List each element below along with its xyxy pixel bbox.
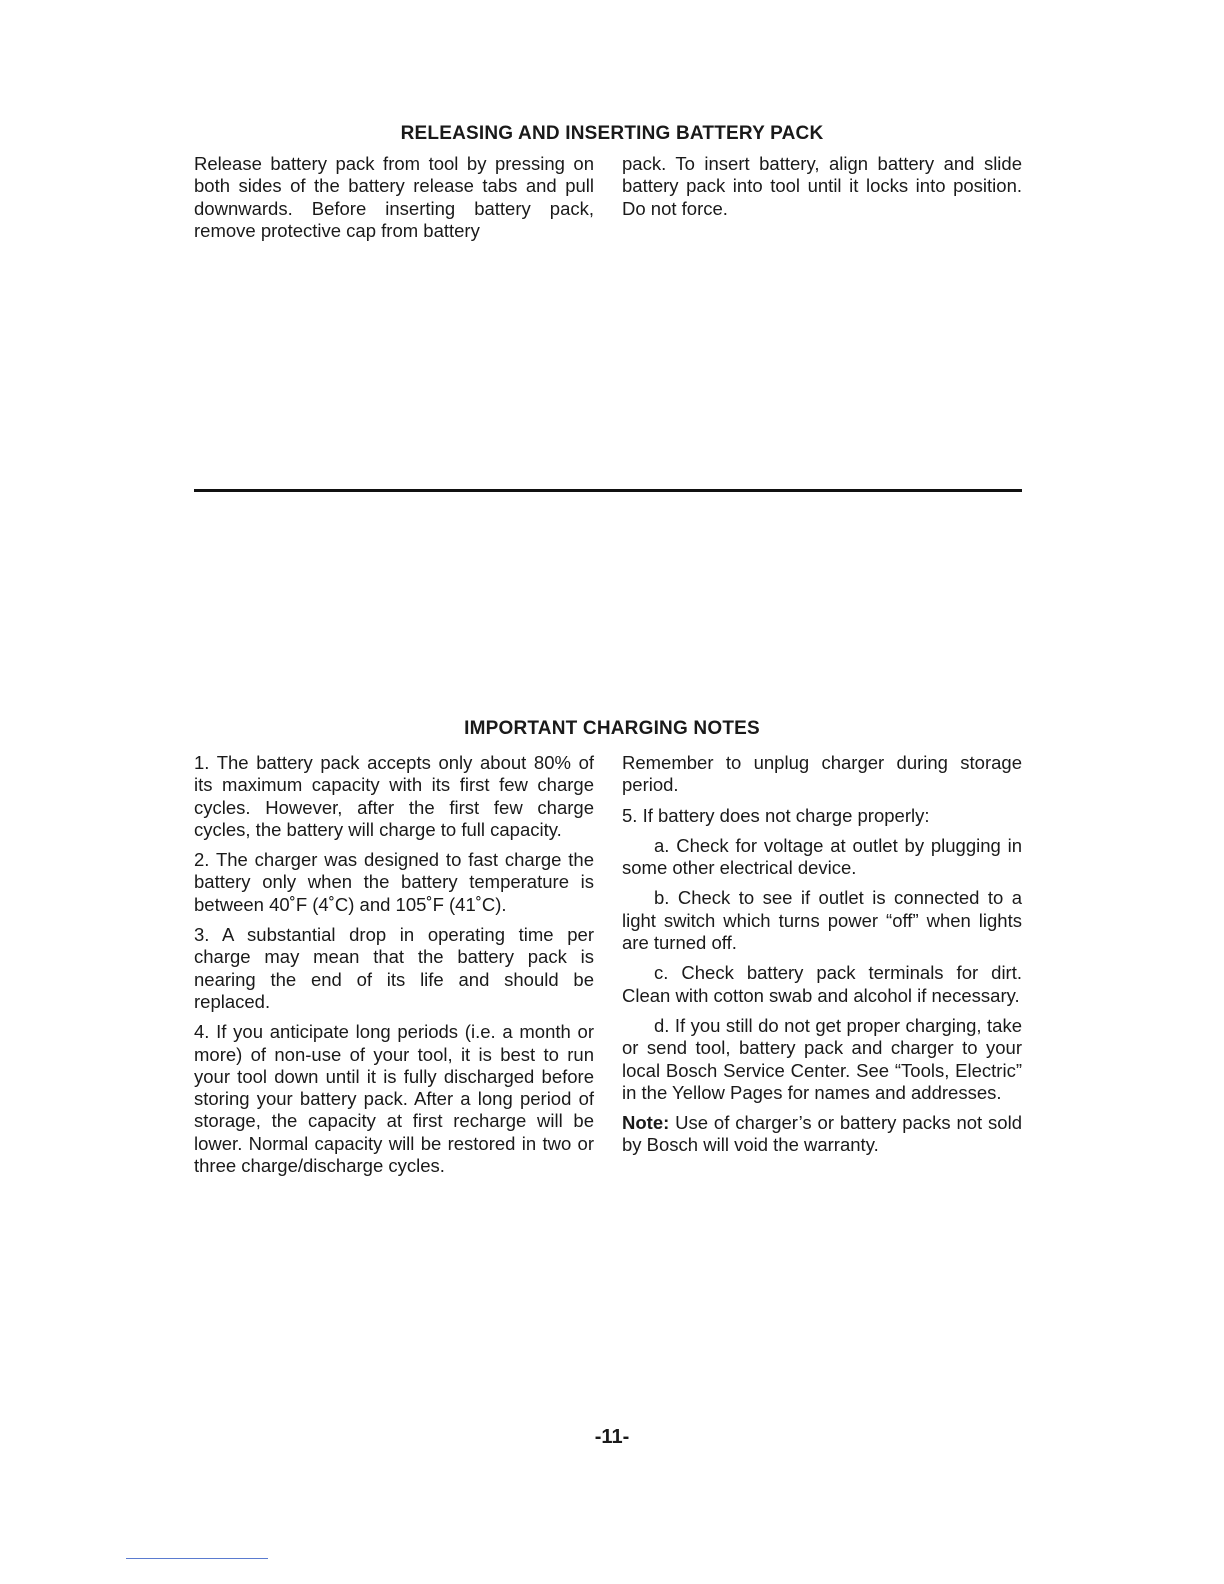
note-item-5b: b. Check to see if outlet is connected to a light switch which turns power “off” when lights are turned off.: [622, 887, 1022, 954]
note-item-3: 3. A substantial drop in operating time per charge may mean that the battery pack is nearing the end of its life and should be replaced.: [194, 924, 594, 1012]
charging-notes-right-column: [622, 752, 1022, 1165]
note-label: Note:: [622, 1112, 670, 1134]
section-title-releasing: RELEASING AND INSERTING BATTERY PACK: [400, 123, 824, 144]
note-item-5c: c. Check battery pack terminals for dirt. Clean with cotton swab and alcohol if necessary.: [622, 962, 1022, 1006]
releasing-text-right: pack. To insert battery, align battery and slide battery pack into tool until it locks into position. Do not force.: [622, 153, 1022, 219]
footer-link-underline: [126, 1558, 268, 1559]
releasing-right-column: [622, 153, 1022, 228]
note-item-1: 1. The battery pack accepts only about 80% of its maximum capacity with its first few charge cycles. However, after the first few charge cycles, the battery will charge to full capacity.: [194, 752, 594, 840]
note-item-5a: a. Check for voltage at outlet by plugging in some other electrical device.: [622, 834, 1022, 879]
note-item-5d: d. If you still do not get proper charging, take or send tool, battery pack and charger to your local Bosch Service Center. See “Tools, Electric” in the Yellow Pages for names and addresses.: [622, 1014, 1022, 1103]
note-text: Use of charger’s or battery packs not sold by Bosch will void the warranty.: [622, 1112, 1022, 1156]
warranty-note: [622, 1112, 1022, 1157]
note-item-4: 4. If you anticipate long periods (i.e. a month or more) of non-use of your tool, it is best to run your tool down until it is fully discharged before storing your battery pack. After a long period of storage, the capacity at first recharge will be lower. Normal capacity will be restored in two or three charge/discharge cycles.: [194, 1021, 594, 1177]
horizontal-divider: [194, 489, 1022, 492]
releasing-left-column: [194, 153, 594, 250]
note-item-4-continued: Remember to unplug charger during storage period.: [622, 752, 1022, 796]
releasing-text-left: Release battery pack from tool by pressing on both sides of the battery release tabs and pull downwards. Before inserting battery pack, remove protective cap from battery: [194, 153, 594, 241]
section-title-charging-notes: IMPORTANT CHARGING NOTES: [464, 718, 760, 739]
note-item-5: 5. If battery does not charge properly:: [622, 804, 930, 826]
charging-notes-left-column: [194, 752, 594, 1185]
note-item-2: 2. The charger was designed to fast charge the battery only when the battery temperature is between 40˚F (4˚C) and 105˚F (41˚C).: [194, 849, 594, 915]
page-number: -11-: [594, 1426, 630, 1448]
